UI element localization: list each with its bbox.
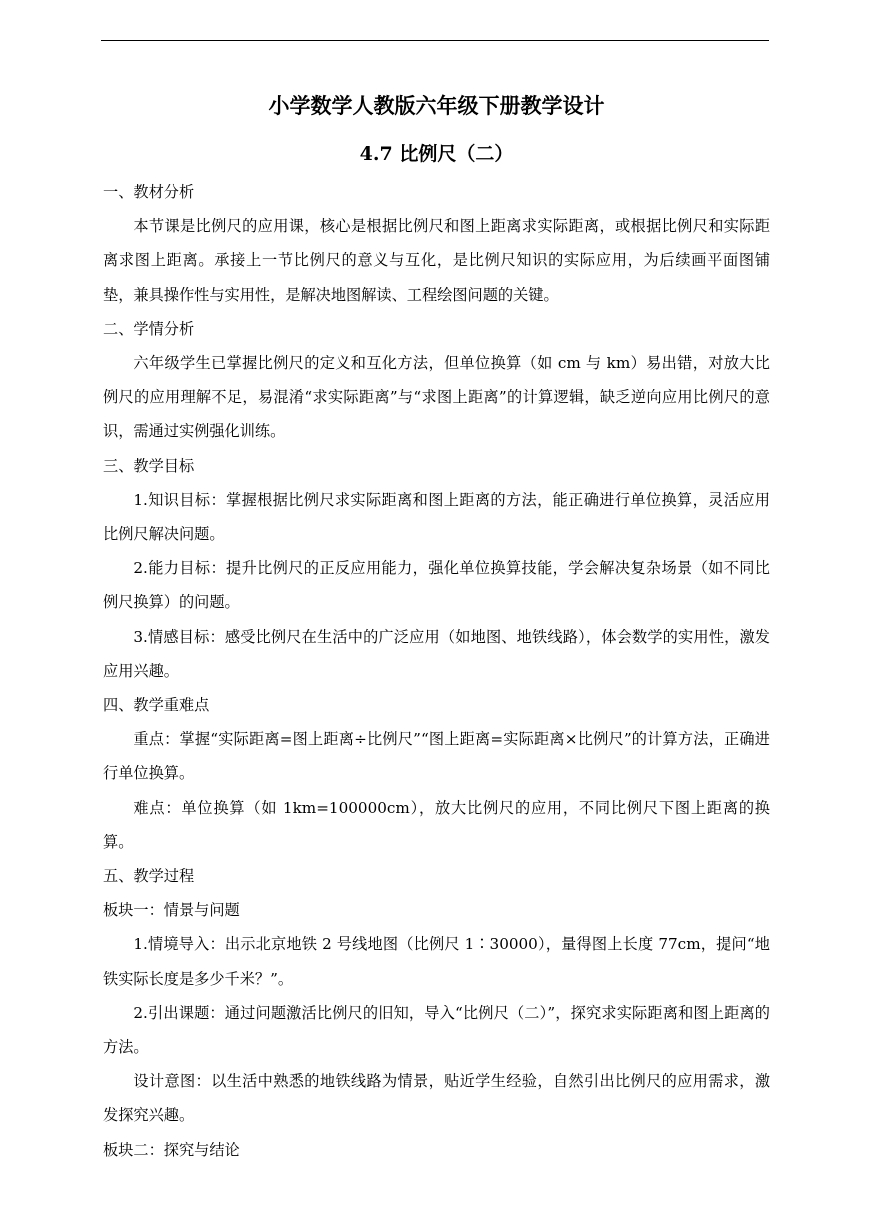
paragraph-key-point: 重点：掌握“实际距离=图上距离÷比例尺”“图上距离=实际距离×比例尺”的计算方法，正确进行单位换算。 — [103, 730, 770, 783]
header-rule — [101, 40, 769, 41]
paragraph-difficult-point: 难点：单位换算（如 1km=100000cm），放大比例尺的应用，不同比例尺下图上距离的换算。 — [103, 798, 770, 851]
section-heading-key-points: 四、教学重难点 — [103, 696, 210, 715]
subsection-heading-exploration: 板块二：探究与结论 — [103, 1140, 240, 1159]
paragraph-ability-goal: 2.能力目标：提升比例尺的正反应用能力，强化单位换算技能，学会解决复杂场景（如不同比例尺换算）的问题。 — [103, 559, 770, 612]
section-heading-teaching-process: 五、教学过程 — [103, 867, 195, 886]
section-heading-student-analysis: 二、学情分析 — [103, 319, 195, 338]
paragraph-topic-intro: 2.引出课题：通过问题激活比例尺的旧知，导入“比例尺（二）”，探究求实际距离和图上距离的方法。 — [103, 1003, 770, 1057]
paragraph-emotion-goal: 3.情感目标：感受比例尺在生活中的广泛应用（如地图、地铁线路），体会数学的实用性，激发应用兴趣。 — [103, 627, 770, 680]
paragraph-student-analysis: 六年级学生已掌握比例尺的定义和互化方法，但单位换算（如 cm 与 km）易出错，对放大比例尺的应用理解不足，易混淆“求实际距离”与“求图上距离”的计算逻辑，缺乏逆向应用比例尺的意识，需通过实例强化训练。 — [103, 354, 770, 441]
paragraph-scenario-intro: 1.情境导入：出示北京地铁 2 号线地图（比例尺 1∶30000），量得图上长度 77cm，提问“地铁实际长度是多少千米？”。 — [103, 935, 770, 988]
document-subtitle: 4.7 比例尺（二） — [359, 143, 514, 165]
paragraph-design-intent: 设计意图：以生活中熟悉的地铁线路为情景，贴近学生经验，自然引出比例尺的应用需求，激发探究兴趣。 — [103, 1072, 770, 1125]
document-title: 小学数学人教版六年级下册教学设计 — [268, 93, 605, 118]
paragraph-knowledge-goal: 1.知识目标：掌握根据比例尺求实际距离和图上距离的方法，能正确进行单位换算，灵活应用比例尺解决问题。 — [103, 490, 770, 544]
section-heading-teaching-goals: 三、教学目标 — [103, 456, 195, 475]
section-heading-textbook-analysis: 一、教材分析 — [103, 183, 195, 201]
paragraph-textbook-analysis: 本节课是比例尺的应用课，核心是根据比例尺和图上距离求实际距离，或根据比例尺和实际距离求图上距离。承接上一节比例尺的意义与互化，是比例尺知识的实际应用，为后续画平面图铺垫，兼具操作性与实用性，是解决地图解读、工程绘图问题的关键。 — [103, 217, 770, 304]
subsection-heading-scenario: 板块一：情景与问题 — [103, 901, 240, 920]
document-body — [103, 86, 770, 1167]
